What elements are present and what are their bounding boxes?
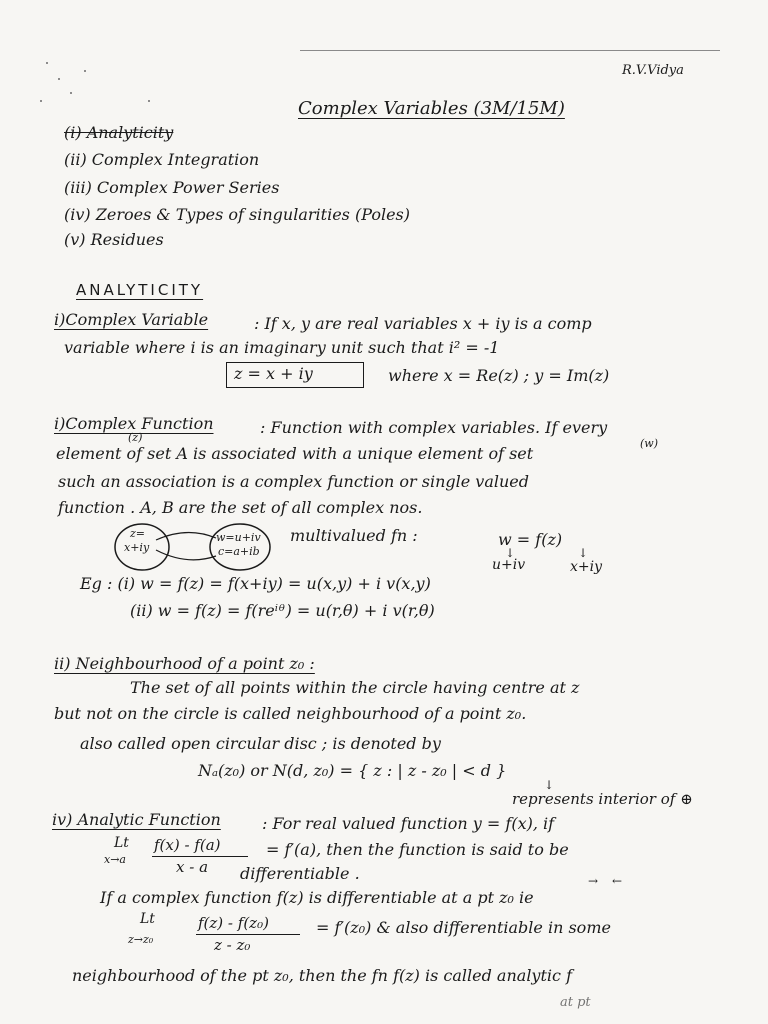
down-arrow-icon: ↓	[578, 546, 589, 560]
definition-text: If a complex function f(z) is differentiable at a pt z₀ ie	[100, 888, 534, 907]
limit-subscript: x→a	[104, 853, 126, 866]
top-rule	[300, 50, 720, 51]
definition-text: : For real valued function y = f(x), if	[262, 814, 555, 833]
example-line: Eg : (i) w = f(z) = f(x+iy) = u(x,y) + i v(x,y)	[80, 574, 431, 593]
scan-speck	[46, 62, 48, 64]
definition-term: ii) Neighbourhood of a point z₀ :	[54, 654, 315, 673]
definition-text: differentiable .	[240, 864, 360, 883]
annotation: (z)	[128, 431, 143, 444]
definition-text: : Function with complex variables. If every	[260, 418, 608, 437]
multivalued-label: multivalued fn :	[290, 526, 418, 545]
definition-text: such an association is a complex function or single valued	[58, 472, 530, 491]
definition-text: : If x, y are real variables x + iy is a comp	[254, 314, 592, 333]
scan-speck	[84, 70, 86, 72]
definition-text: The set of all points within the circle having centre at z	[130, 678, 580, 697]
definition-text: function . A, B are the set of all complex nos.	[58, 498, 423, 517]
scan-speck	[40, 100, 42, 102]
neighbourhood-formula: Nₐ(z₀) or N(d, z₀) = { z : | z - z₀ | < d }	[198, 761, 507, 780]
limit-symbol: Lt	[114, 835, 129, 851]
definition-text: but not on the circle is called neighbourhood of a point z₀.	[54, 704, 527, 723]
z-component: x+iy	[570, 559, 603, 575]
w-equation: w = f(z)	[498, 530, 563, 549]
fraction-denominator: x - a	[176, 858, 209, 876]
cut-off-text: at pt	[560, 995, 591, 1010]
fraction-numerator: f(z) - f(z₀)	[198, 914, 269, 932]
oval-label: z=	[130, 527, 146, 540]
definition-term: i)Complex Function	[54, 414, 214, 433]
section-heading: ANALYTICITY	[76, 281, 204, 299]
fraction-denominator: z - z₀	[214, 936, 251, 954]
scan-speck	[148, 100, 150, 102]
topic-item: (i) Analyticity	[64, 123, 174, 142]
right-arrow-icon: →	[588, 874, 599, 888]
down-arrow-icon: ↓	[505, 546, 516, 560]
annotation: (w)	[640, 437, 658, 450]
mapping-arrow	[156, 532, 216, 540]
topic-item: (iii) Complex Power Series	[64, 178, 280, 197]
boxed-formula-text: z = x + iy	[234, 364, 313, 383]
oval-label: c=a+ib	[218, 545, 260, 558]
fraction-numerator: f(x) - f(a)	[154, 836, 221, 854]
page-title: Complex Variables (3M/15M)	[298, 98, 565, 119]
definition-text: element of set A is associated with a unique element of set	[56, 444, 534, 463]
left-arrow-icon: ←	[612, 874, 623, 888]
definition-text: = f′(z₀) & also differentiable in some	[316, 918, 611, 937]
fraction-bar	[152, 856, 248, 857]
scan-speck	[70, 92, 72, 94]
definition-text: neighbourhood of the pt z₀, then the fn f(z) is called analytic f	[72, 966, 572, 985]
down-arrow-icon: ↓	[544, 778, 555, 792]
definition-text: = f′(a), then the function is said to be	[266, 840, 569, 859]
definition-term: i)Complex Variable	[54, 310, 209, 329]
author-signature: R.V.Vidya	[622, 63, 684, 78]
definition-term: iv) Analytic Function	[52, 810, 221, 829]
definition-text: also called open circular disc ; is denoted by	[80, 734, 441, 753]
topic-item: (v) Residues	[64, 230, 164, 249]
topic-item: (iv) Zeroes & Types of singularities (Poles)	[64, 205, 410, 224]
topic-item: (ii) Complex Integration	[64, 150, 260, 169]
oval-label: w=u+iv	[216, 531, 261, 544]
limit-subscript: z→z₀	[128, 933, 154, 946]
fraction-bar	[196, 934, 300, 935]
scan-speck	[58, 78, 60, 80]
definition-text: where x = Re(z) ; y = Im(z)	[388, 366, 610, 385]
example-line: (ii) w = f(z) = f(reⁱᶿ) = u(r,θ) + i v(r,θ)	[130, 601, 435, 620]
w-component: u+iv	[492, 557, 526, 573]
definition-text: variable where i is an imaginary unit such that i² = -1	[64, 338, 500, 357]
limit-symbol: Lt	[140, 911, 155, 927]
formula-note: represents interior of ⊕	[512, 790, 693, 808]
oval-label: x+iy	[124, 541, 150, 554]
